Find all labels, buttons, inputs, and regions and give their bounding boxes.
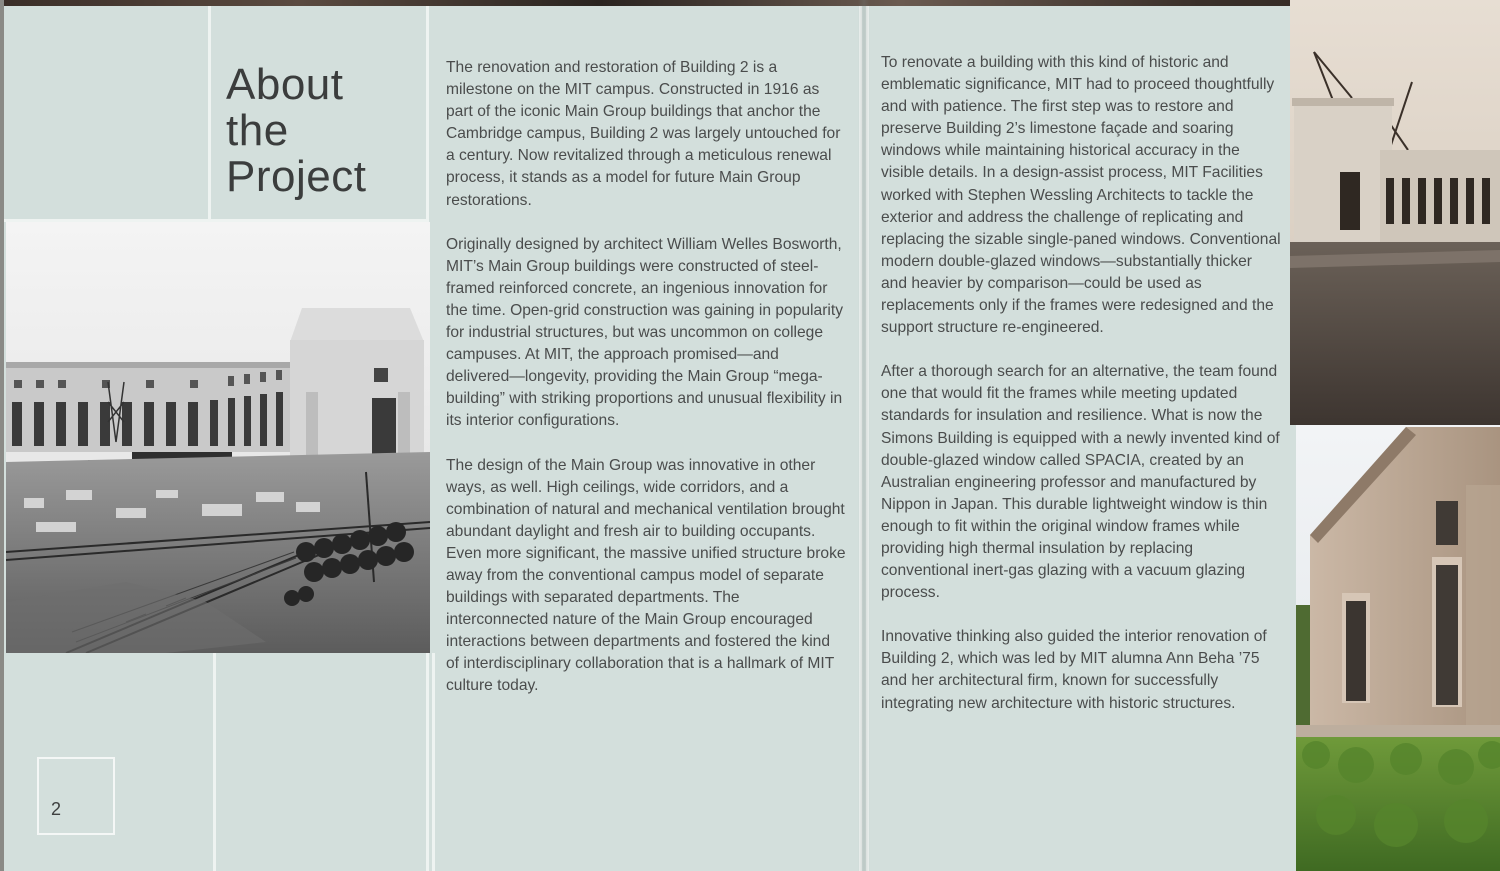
paragraph: The renovation and restoration of Building 2 is a milestone on the MIT campus. Constructed in 1916 as part of the iconic Main Group buildings that anchor the Cambridge campus, Building 2 was largely untouched for a century. Now revitalized through a meticulous renewal process, it stands as a model for future Main Group restorations. (446, 59, 841, 209)
page-number-box (37, 757, 115, 835)
left-edge (0, 0, 4, 871)
text-column-right (881, 52, 1281, 737)
paragraph: Innovative thinking also guided the interior renovation of Building 2, which was led by MIT alumna Ann Beha ’75 and her architectural firm, known for successfully integrating new architecture with historic structures. (881, 628, 1267, 712)
paragraph: The design of the Main Group was innovative in other ways, as well. High ceilings, wide corridors, and a combination of natural and mechanical ventilation brought abundant daylight and fresh air to building occupants. Even more significant, the massive unified structure broke away from the conventional campus model of separate buildings with separated departments. The interconnected nature of the Main Group encouraged interactions between departments and fostered the kind of interdisciplinary collaboration that is a hallmark of MIT culture today. (446, 456, 846, 695)
page-title (226, 62, 366, 200)
text-column-left (446, 57, 846, 720)
title-line: the (226, 106, 289, 155)
grid-line (213, 653, 216, 871)
paragraph: After a thorough search for an alternative, the team found one that would fit the frames while meeting updated standards for insulation and resilience. What is now the Simons Building is equipped with a newly invented kind of double-glazed window called SPACIA, created by an Australian engineering professor and manufactured by Nippon in Japan. This durable lightweight window is thin enough to fit within the original window frames while providing high thermal insulation by replacing conventional inert-gas glazing with a vacuum glazing process. (881, 363, 1280, 602)
historic-building-photo (1290, 0, 1500, 425)
top-edge-strip (0, 0, 1500, 6)
grid-line (432, 653, 435, 871)
title-line: About (226, 60, 344, 109)
historic-construction-photo (6, 222, 430, 653)
page-gutter (858, 0, 870, 871)
paragraph: To renovate a building with this kind of historic and emblematic significance, MIT had to proceed thoughtfully and with patience. The first step was to restore and preserve Building 2’s limestone façade and soaring windows while maintaining historical accuracy in the visible details. In a design-assist process, MIT Facilities worked with Stephen Wessling Architects to tackle the exterior and address the challenge of replicating and replacing the sizable single-paned windows. Conventional modern double-glazed windows—substantially thicker and heavier by comparison—could be used as replacements only if the frames were redesigned and the support structure re-engineered. (881, 54, 1281, 337)
restored-building-photo (1296, 425, 1500, 871)
grid-line (208, 6, 211, 221)
paragraph: Originally designed by architect William Welles Bosworth, MIT’s Main Group buildings were constructed of steel-framed reinforced concrete, an ingenious innovation for the time. Open-grid construction was gaining in popularity for industrial structures, but was uncommon on college campuses. At MIT, the approach promised—and delivered—longevity, providing the Main Group “mega-building” with striking proportions and unusual flexibility in its interior configurations. (446, 235, 843, 430)
page-number: 2 (51, 799, 62, 819)
title-line: Project (226, 152, 367, 201)
